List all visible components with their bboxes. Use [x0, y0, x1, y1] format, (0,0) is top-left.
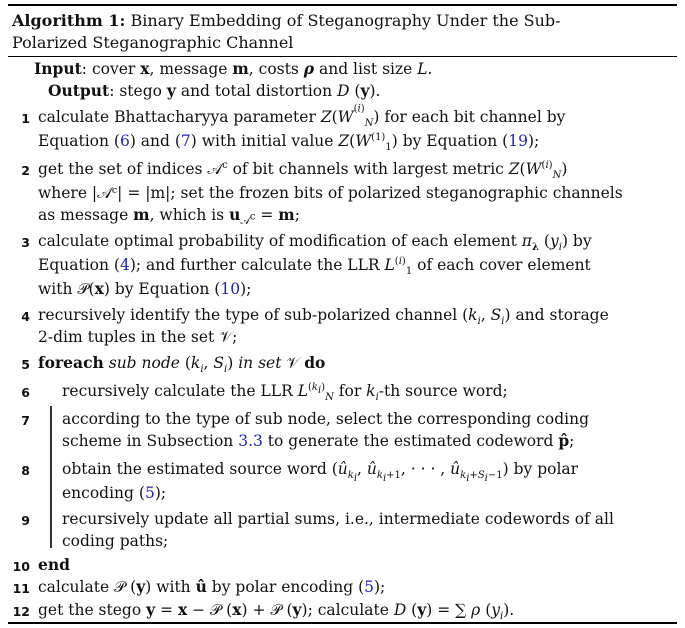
line-number: 12 [12, 604, 30, 619]
top-rule [8, 4, 677, 6]
line-number: 1 [21, 111, 30, 126]
algorithm-label: Algorithm 1: [12, 11, 126, 30]
line-number: 7 [21, 413, 30, 428]
output-text: : stego y and total distortion D (y). [109, 81, 381, 100]
output-label: Output [48, 81, 110, 100]
loop-indent-bar [50, 406, 52, 548]
line-number: 10 [12, 559, 30, 574]
bottom-rule [8, 622, 677, 624]
algorithm-box: Algorithm 1: Binary Embedding of Steganography Under the Sub- Polarized Steganographic Channel Input: cover x, message m, costs ρ and list size L. Output: stego y and total distortion D (y). 1 calculate Bhattacharyya parameter $Z(W^{^{(i)}}_N)$ for each bit channel by Equation (6) and (7) with initial value $Z(W^{(1)}_1)$ by Equation (19); 2 get the set of indices 𝒜$^c$ of bit channels with largest metric $Z(W^{(i)}_N)$ where |𝒜ᶜ| = |m|; set the frozen bits of polarized steganographic channels as message m, which is $u_{𝒜^c} = m$; 3 calculate optimal probability of modification of each element $\pi_\lambda$ $(y_i)$ by Equation (4); and further calculate the LLR $L^{(i)}_1$ of each cover element with 𝒫(x) by Equation (10); 4 recursively identify the type of sub-polarized channel ($k_i$, $S_i$) and storage 2-dim tuples in the set 𝒱; 5 foreach sub node ($k_i$, $S_i$) in set 𝒱 do 6 recursively calculate the LLR $L^{(k_i)}_N$ for $k_i-th$ source word; 7 according to the type of sub node, select the corresponding coding scheme in Subsection 3.3 to generate the estimated codeword p̂; 8 obtain the estimated source word ($û_{k_i}$, $û_{k_i+1}$, · · · , $û_{k_i+S_i-1}$) by polar encoding (5); 9 recursively update all partial sums, i.e., intermediate codewords of all coding paths; 10 end 11 calculate 𝒫 (y) with û by polar encoding (5); 12 get the stego y = x − 𝒫 (x) + 𝒫 (y); calculate D (y) = ∑ ρ $(y_i)$. [8, 4, 677, 624]
line-number: 2 [21, 163, 30, 178]
caption-rule [8, 56, 677, 57]
algorithm-title-line1: Binary Embedding of Steganography Under the Sub- [130, 11, 561, 30]
line-number: 8 [21, 463, 30, 478]
algorithm-title-line2: Polarized Steganographic Channel [12, 33, 294, 52]
line-number: 4 [21, 309, 30, 324]
input-text: : cover x, message m, costs ρ and list size L. [81, 59, 433, 78]
line-number: 9 [21, 513, 30, 528]
line-number: 11 [12, 581, 30, 596]
algorithm-caption [12, 10, 669, 54]
line-number: 6 [21, 385, 30, 400]
line-number: 3 [21, 235, 30, 250]
line-number: 5 [21, 357, 30, 372]
input-label: Input [34, 59, 82, 78]
